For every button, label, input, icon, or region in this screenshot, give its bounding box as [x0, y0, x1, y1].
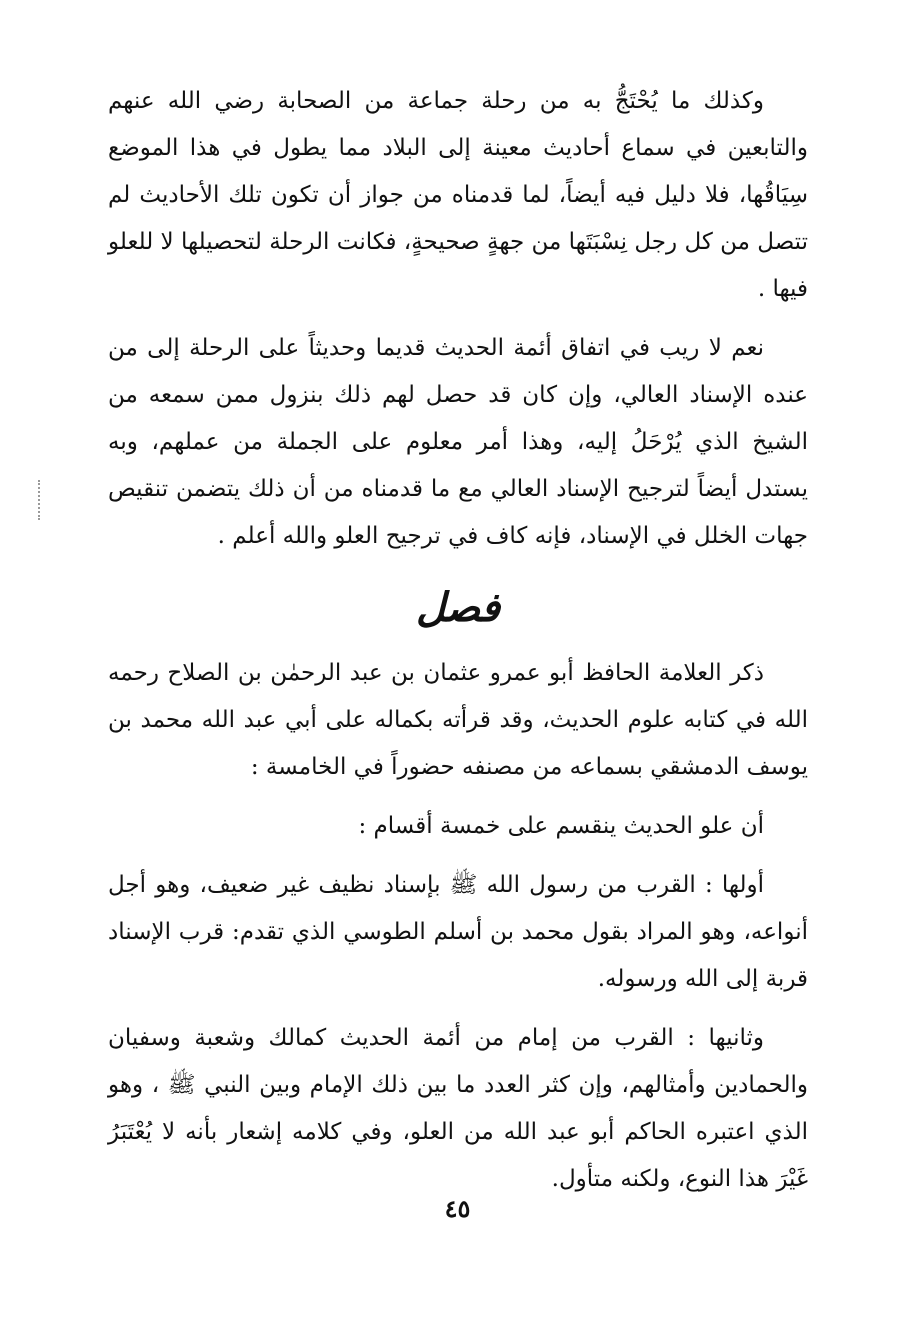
margin-dotted-mark — [38, 480, 42, 520]
paragraph-high-isnad: نعم لا ريب في اتفاق أئمة الحديث قديما وحديثاً على الرحلة إلى من عنده الإسناد العالي، وإن كان قد حصل لهم ذلك بنزول ممن سمعه من الشيخ الذي يُرْحَلُ إليه، وهذا أمر معلوم على الجملة من عملهم، وبه يستدل أيضاً لترجيح الإسناد العالي مع ما قدمناه من أن ذلك يتضمن تنقيص جهات الخلل في الإسناد، فإنه كاف في ترجيح العلو والله أعلم . — [108, 335, 808, 549]
page-number: ٤٥ — [444, 1194, 471, 1223]
paragraph-travel-companions: وكذلك ما يُحْتَجُّ به من رحلة جماعة من الصحابة رضي الله عنهم والتابعين في سماع أحاديث معينة إلى البلاد مما يطول في هذا الموضع سِيَاقُها، فلا دليل فيه أيضاً، لما قدمناه من جواز أن تكون تلك الأحاديث لم تتصل من كل رجل نِسْبَتَها من جهةٍ صحيحةٍ، فكانت الرحلة لتحصيلها لا للعلو فيها . — [108, 88, 808, 302]
paragraph-ibn-salah: ذكر العلامة الحافظ أبو عمرو عثمان بن عبد الرحمٰن بن الصلاح رحمه الله في كتابه علوم الحديث، وقد قرأته بكماله على أبي عبد الله محمد بن يوسف الدمشقي بسماعه من مصنفه حضوراً في الخامسة : — [108, 660, 808, 780]
paragraph-second-division: وثانيها : القرب من إمام من أئمة الحديث كمالك وشعبة وسفيان والحمادين وأمثالهم، وإن كثر العدد ما بين ذلك الإمام وبين النبي ﷺ ، وهو الذي اعتبره الحاكم أبو عبد الله من العلو، وفي كلامه إشعار بأنه لا يُعْتَبَرُ غَيْرَ هذا النوع، ولكنه متأول. — [108, 1025, 808, 1192]
section-heading: فصل — [415, 584, 501, 631]
page-body — [108, 78, 808, 1203]
paragraph-five-divisions: أن علو الحديث ينقسم على خمسة أقسام : — [358, 813, 764, 839]
paragraph-first-division: أولها : القرب من رسول الله ﷺ بإسناد نظيف غير ضعيف، وهو أجل أنواعه، وهو المراد بقول محمد بن أسلم الطوسي الذي تقدم: قرب الإسناد قربة إلى الله ورسوله. — [108, 872, 808, 992]
